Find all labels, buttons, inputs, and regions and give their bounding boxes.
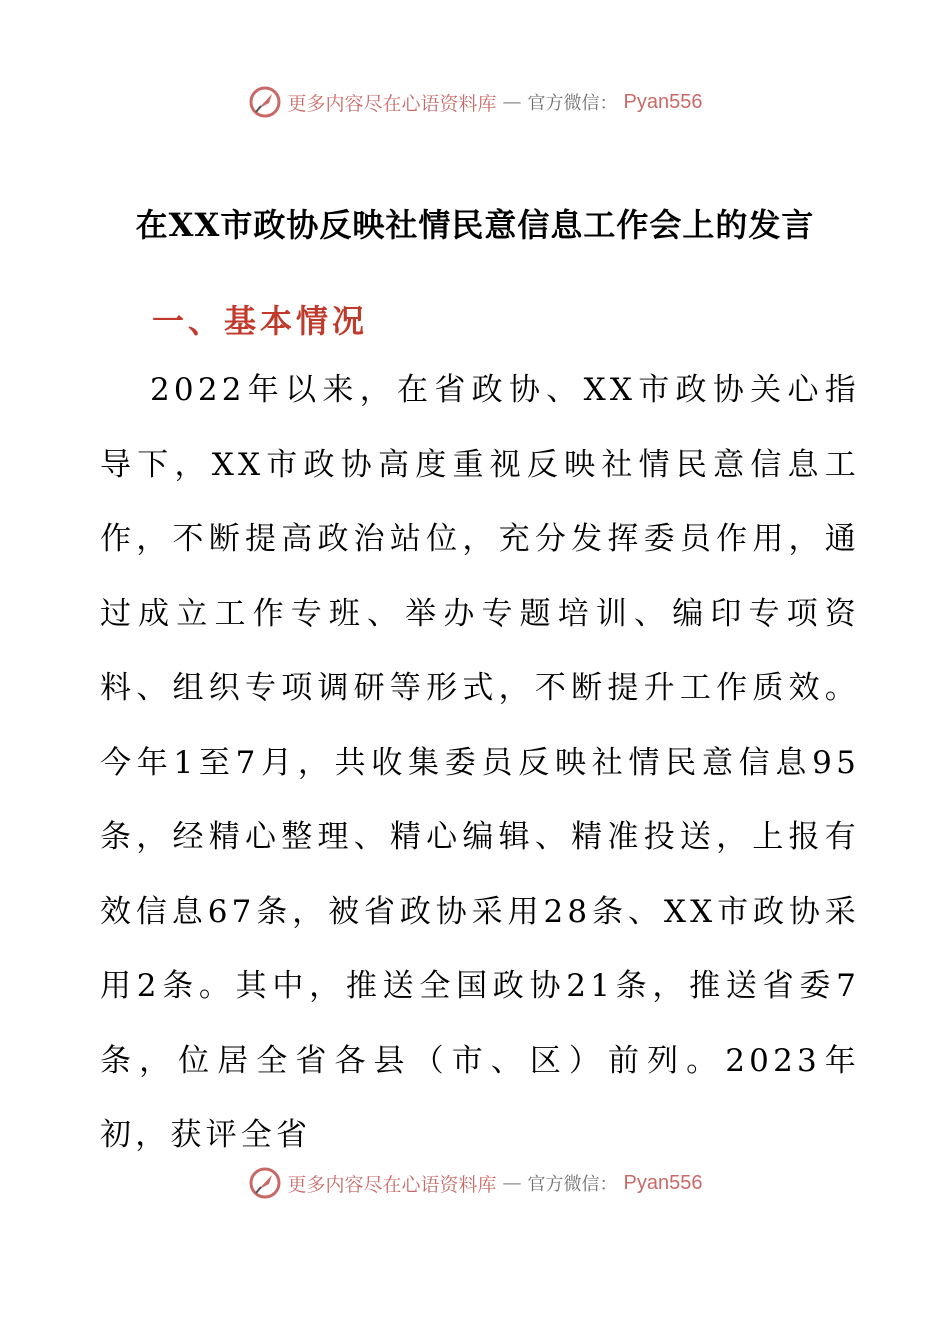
watermark-header <box>0 82 950 122</box>
watermark-wechat-label: 官方微信： <box>527 1174 618 1195</box>
watermark-text: 更多内容尽在心语资料库 <box>287 1173 497 1196</box>
watermark-separator: — <box>502 91 522 113</box>
watermark-text: 更多内容尽在心语资料库 <box>287 92 497 115</box>
document-title: 在XX市政协反映社情民意信息工作会上的发言 <box>135 206 815 244</box>
quill-logo-icon <box>248 1166 282 1200</box>
quill-logo-icon <box>248 85 282 119</box>
body-paragraph: 2022年以来，在省政协、XX市政协关心指导下，XX市政协高度重视反映社情民意信息工作，不断提高政治站位，充分发挥委员作用，通过成立工作专班、举办专题培训、编印专项资料、组织专项调研等形式，不断提升工作质效。今年1至7月，共收集委员反映社情民意信息95条，经精心整理、精心编辑、精准投送，上报有效信息67条，被省政协采用28条、XX市政协采用2条。其中，推送全国政协21条，推送省委7条，位居全省各县（市、区）前列。2023年初，获评全省 <box>100 372 860 1153</box>
watermark-footer <box>0 1163 950 1203</box>
watermark-separator: — <box>502 1172 522 1194</box>
watermark-wechat-id: Pyan556 <box>623 1171 703 1194</box>
section-heading: 一、基本情况 <box>152 302 369 340</box>
watermark-wechat-id: Pyan556 <box>623 90 703 113</box>
watermark-wechat-label: 官方微信： <box>527 93 618 114</box>
